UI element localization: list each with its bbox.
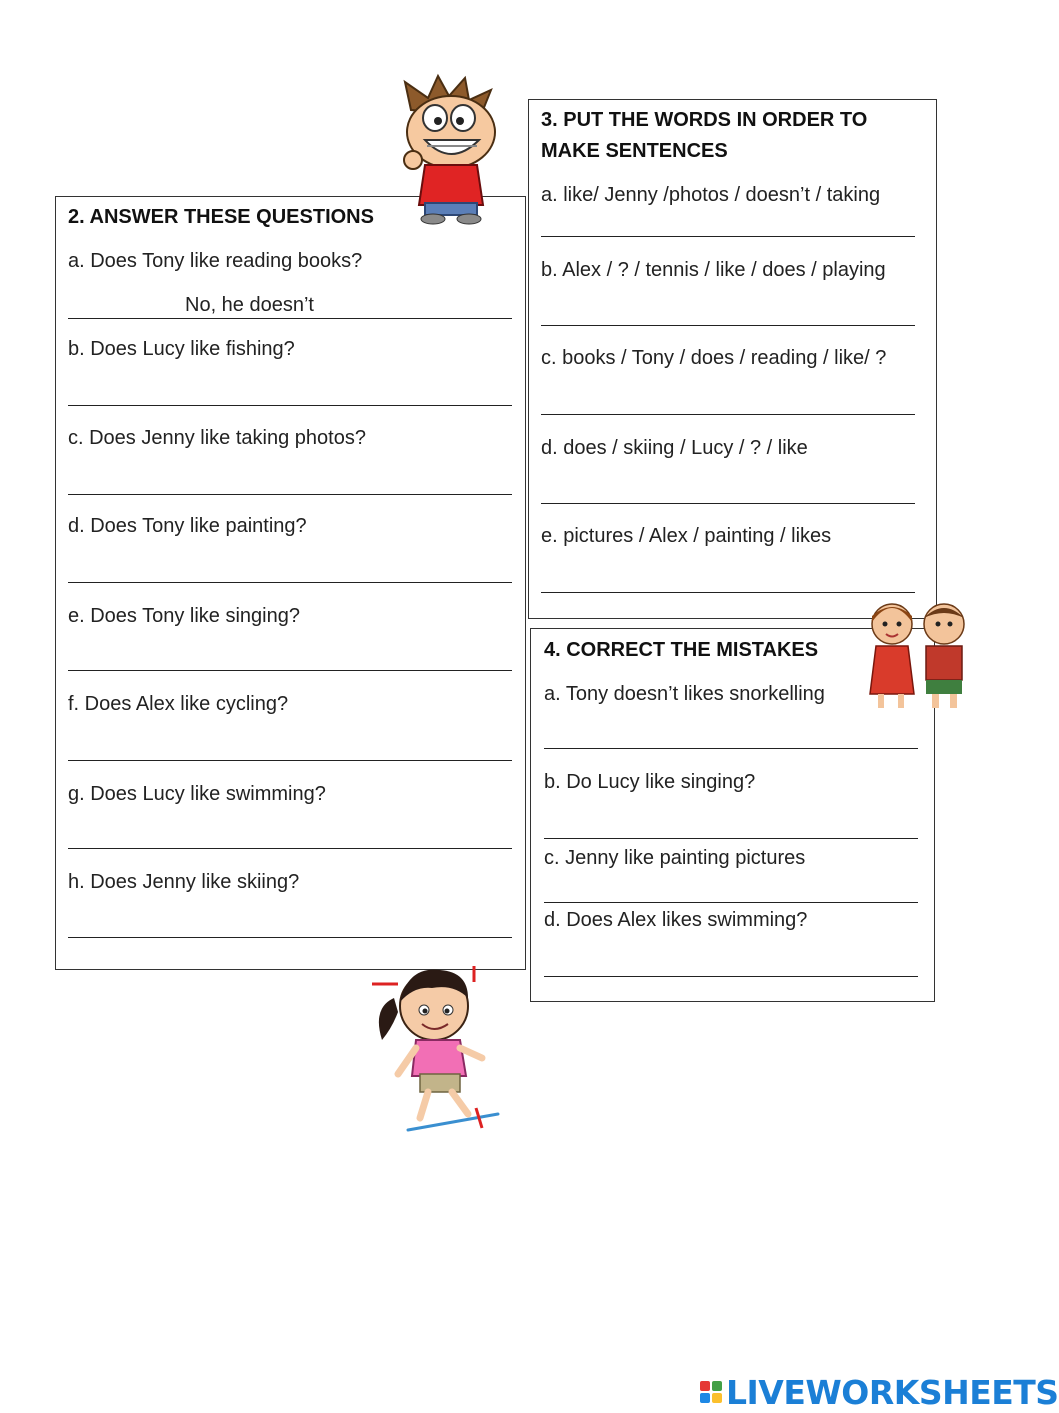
mistake-item-b: b. Do Lucy like singing? (544, 771, 756, 793)
answer-line-a[interactable] (68, 318, 512, 319)
answer-line-h[interactable] (68, 937, 512, 938)
section3-heading-line2: MAKE SENTENCES (541, 140, 728, 162)
order-line-c[interactable] (541, 414, 915, 415)
order-line-a[interactable] (541, 236, 915, 237)
mistake-item-d: d. Does Alex likes swimming? (544, 909, 808, 931)
two-kids-illustration (862, 594, 974, 718)
question-g: g. Does Lucy like swimming? (68, 783, 326, 805)
mistake-item-a: a. Tony doesn’t likes snorkelling (544, 683, 825, 705)
section3-heading-line1: 3. PUT THE WORDS IN ORDER TO (541, 109, 868, 131)
section4-heading: 4. CORRECT THE MISTAKES (544, 639, 819, 661)
answer-line-b[interactable] (68, 405, 512, 406)
order-line-e[interactable] (541, 592, 915, 593)
order-item-b: b. Alex / ? / tennis / like / does / playing (541, 259, 886, 281)
question-c: c. Does Jenny like taking photos? (68, 427, 366, 449)
question-e: e. Does Tony like singing? (68, 605, 300, 627)
mistake-line-d[interactable] (544, 976, 918, 977)
answer-line-f[interactable] (68, 760, 512, 761)
order-item-e: e. pictures / Alex / painting / likes (541, 525, 832, 547)
mistake-item-c: c. Jenny like painting pictures (544, 847, 806, 869)
question-b: b. Does Lucy like fishing? (68, 338, 295, 360)
liveworksheets-logo-icon (700, 1381, 722, 1403)
mistake-line-c[interactable] (544, 902, 918, 903)
brand-name: LIVEWORKSHEETS (726, 1372, 1059, 1412)
question-f: f. Does Alex like cycling? (68, 693, 289, 715)
order-item-c: c. books / Tony / does / reading / like/ ? (541, 347, 887, 369)
question-d: d. Does Tony like painting? (68, 515, 307, 537)
order-line-b[interactable] (541, 325, 915, 326)
order-item-a: a. like/ Jenny /photos / doesn’t / taking (541, 184, 881, 206)
question-h: h. Does Jenny like skiing? (68, 871, 300, 893)
question-a: a. Does Tony like reading books? (68, 250, 363, 272)
girl-skiing-illustration (368, 958, 514, 1140)
order-line-d[interactable] (541, 503, 915, 504)
mistake-line-a[interactable] (544, 748, 918, 749)
order-item-d: d. does / skiing / Lucy / ? / like (541, 437, 808, 459)
boy-cartoon-illustration (383, 70, 523, 225)
liveworksheets-logo (700, 1372, 1059, 1412)
answer-line-d[interactable] (68, 582, 512, 583)
mistake-line-b[interactable] (544, 838, 918, 839)
answer-line-g[interactable] (68, 848, 512, 849)
example-answer: No, he doesn’t (185, 294, 314, 316)
answer-line-c[interactable] (68, 494, 512, 495)
answer-line-e[interactable] (68, 670, 512, 671)
section2-heading: 2. ANSWER THESE QUESTIONS (68, 206, 374, 228)
